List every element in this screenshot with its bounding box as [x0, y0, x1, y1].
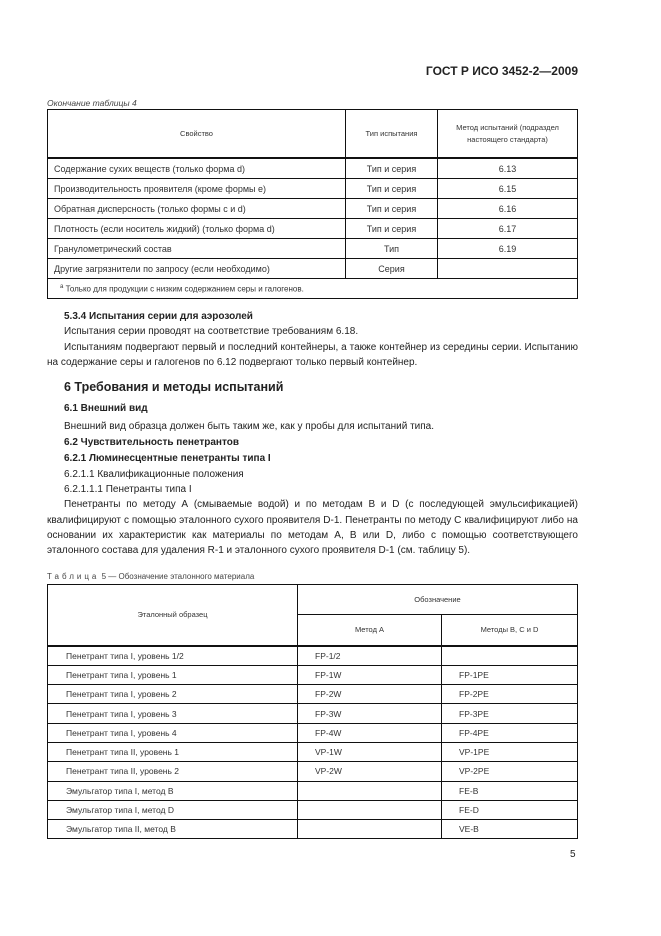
- table-cell: Пенетрант типа I, уровень 4: [48, 723, 298, 742]
- table-cell: Пенетрант типа II, уровень 2: [48, 762, 298, 781]
- table-cell: Пенетрант типа I, уровень 3: [48, 704, 298, 723]
- table-cell: [298, 820, 442, 839]
- table-cell: VE-B: [442, 820, 578, 839]
- table-cell: FP-1PE: [442, 665, 578, 684]
- column-header: Методы В, С и D: [442, 615, 578, 646]
- table-cell: FP-2PE: [442, 685, 578, 704]
- table-cell: Пенетрант типа I, уровень 1: [48, 665, 298, 684]
- table-row: [48, 219, 578, 239]
- section-heading: 6.1 Внешний вид: [64, 403, 148, 415]
- section-heading: 5.3.4 Испытания серии для аэрозолей: [64, 311, 253, 322]
- table-4: [47, 109, 578, 299]
- table-cell: Гранулометрический состав: [48, 239, 346, 259]
- table-cell: VP-2PE: [442, 762, 578, 781]
- caption-text: 5 — Обозначение эталонного материала: [99, 572, 255, 581]
- body-text: [47, 309, 578, 558]
- table-cell: Серия: [346, 259, 438, 279]
- table-cell: Другие загрязнители по запросу (если необходимо): [48, 259, 346, 279]
- table-row: [48, 665, 578, 684]
- chapter-heading: 6 Требования и методы испытаний: [64, 380, 284, 395]
- table-cell: Тип и серия: [346, 158, 438, 179]
- table-cell: [298, 800, 442, 819]
- table5-caption: [47, 572, 254, 581]
- table-cell: FP-2W: [298, 685, 442, 704]
- table4-caption: Окончание таблицы 4: [47, 98, 137, 108]
- column-header: Метод А: [298, 615, 442, 646]
- table-cell: 6.19: [438, 239, 578, 259]
- table-cell: 6.16: [438, 199, 578, 219]
- footnote-text: Только для продукции с низким содержанием серы и галогенов.: [65, 284, 304, 294]
- table-cell: Тип и серия: [346, 179, 438, 199]
- table-cell: [298, 781, 442, 800]
- column-header: Эталонный образец: [48, 585, 298, 646]
- table-cell: Эмульгатор типа II, метод В: [48, 820, 298, 839]
- table-cell: VP-1W: [298, 742, 442, 761]
- section-heading: 6.2.1.1.1 Пенетранты типа I: [64, 483, 192, 495]
- section-heading: 6.2.1.1 Квалификационные положения: [64, 468, 244, 480]
- table-row: [48, 704, 578, 723]
- paragraph: Испытаниям подвергают первый и последний контейнеры, а также контейнер из середины серии. Испытанию на содержание серы и галогенов по 6.12 подвергают только первый контейнер.: [47, 341, 578, 368]
- table-cell: Тип и серия: [346, 199, 438, 219]
- table-cell: FP-1W: [298, 665, 442, 684]
- footnote: [48, 279, 578, 299]
- table-row: [48, 820, 578, 839]
- section-heading: 6.2.1 Люминесцентные пенетранты типа I: [64, 453, 271, 465]
- table-cell: Пенетрант типа II, уровень 1: [48, 742, 298, 761]
- table-cell: Эмульгатор типа I, метод В: [48, 781, 298, 800]
- table-cell: Содержание сухих веществ (только форма d): [48, 158, 346, 179]
- column-header: Метод испытаний (подраздел настоящего стандарта): [438, 110, 578, 159]
- table-cell: 6.13: [438, 158, 578, 179]
- table-cell: [438, 259, 578, 279]
- table-cell: 6.17: [438, 219, 578, 239]
- caption-word: Таблица: [47, 572, 100, 581]
- table-row: [48, 781, 578, 800]
- document-id: ГОСТ Р ИСО 3452-2—2009: [425, 64, 578, 78]
- table-cell: Тип и серия: [346, 219, 438, 239]
- table-cell: 6.15: [438, 179, 578, 199]
- table-cell: Пенетрант типа I, уровень 1/2: [48, 646, 298, 666]
- table-cell: VP-1PE: [442, 742, 578, 761]
- table-row: [48, 259, 578, 279]
- footnote-row: [48, 279, 578, 299]
- paragraph: Внешний вид образца должен быть таким же, как у пробы для испытаний типа.: [64, 420, 435, 432]
- table-row: [48, 158, 578, 179]
- table-row: [48, 646, 578, 666]
- table-row: [48, 199, 578, 219]
- column-header: Тип испытания: [346, 110, 438, 159]
- table-cell: FP-1/2: [298, 646, 442, 666]
- table-cell: Обратная дисперсность (только формы с и d): [48, 199, 346, 219]
- table-row: [48, 685, 578, 704]
- table-cell: FP-4W: [298, 723, 442, 742]
- table-row: [48, 179, 578, 199]
- table-cell: FP-3PE: [442, 704, 578, 723]
- paragraph: Испытания серии проводят на соответствие требованиям 6.18.: [64, 326, 359, 338]
- table-cell: Эмульгатор типа I, метод D: [48, 800, 298, 819]
- footnote-mark: a: [60, 283, 64, 290]
- table-cell: FE-D: [442, 800, 578, 819]
- table-row: [48, 800, 578, 819]
- column-header: Свойство: [48, 110, 346, 159]
- column-header: Обозначение: [298, 585, 578, 615]
- table-5: [47, 584, 578, 839]
- table-cell: FP-3W: [298, 704, 442, 723]
- table-cell: Тип: [346, 239, 438, 259]
- table-row: [48, 723, 578, 742]
- table-cell: Плотность (если носитель жидкий) (только форма d): [48, 219, 346, 239]
- table-row: [48, 742, 578, 761]
- table-row: [48, 762, 578, 781]
- paragraph: Пенетранты по методу А (смываемые водой) и по методам В и D (с последующей эмульсификацией) квалифицируют с помощью эталонного сухого проявителя D-1. Пенетранты по методу С квалифицируют либо на основании их характеристик как материалы по методам А, В или D, либо с помощью соответствующего эталонного состава для удаления R-1 и эталонного сухого проявителя D-1 (см. таблицу 5).: [47, 499, 578, 557]
- table-cell: Производительность проявителя (кроме формы e): [48, 179, 346, 199]
- page-number: 5: [570, 849, 576, 860]
- table-cell: VP-2W: [298, 762, 442, 781]
- table-row: [48, 239, 578, 259]
- table-cell: FP-4PE: [442, 723, 578, 742]
- table-cell: FE-B: [442, 781, 578, 800]
- table-cell: Пенетрант типа I, уровень 2: [48, 685, 298, 704]
- section-heading: 6.2 Чувствительность пенетрантов: [64, 437, 239, 449]
- table-cell: [442, 646, 578, 666]
